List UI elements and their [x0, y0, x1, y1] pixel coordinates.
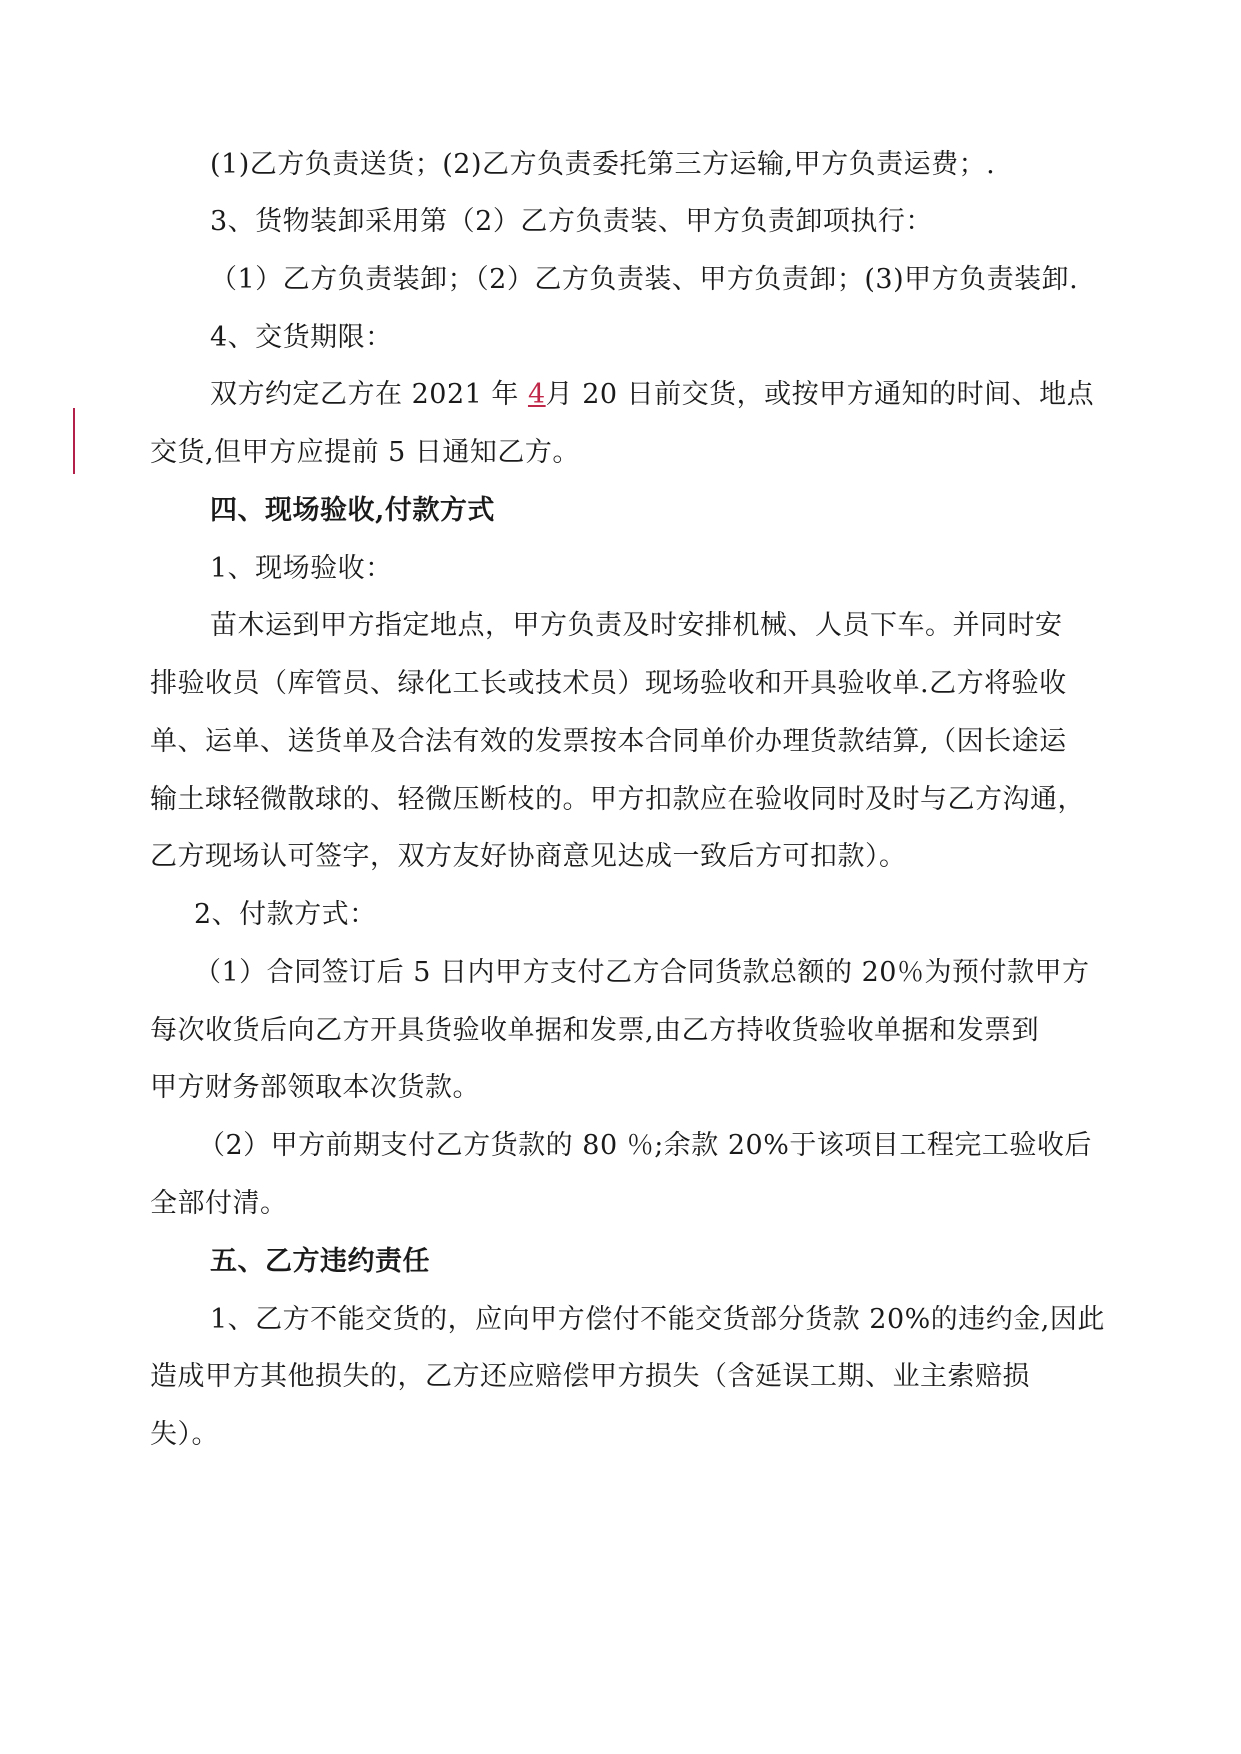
text-line: (1)乙方负责送货；(2)乙方负责委托第三方运输,甲方负责运费；. — [210, 149, 996, 180]
text-line: 造成甲方其他损失的，乙方还应赔偿甲方损失（含延误工期、业主索赔损 — [150, 1361, 1030, 1392]
text-line: 3、货物装卸采用第（2）乙方负责装、甲方负责卸项执行： — [210, 206, 933, 237]
text-line: 每次收货后向乙方开具货验收单据和发票,由乙方持收货验收单据和发票到 — [150, 1015, 1040, 1046]
text-line: 单、运单、送货单及合法有效的发票按本合同单价办理货款结算,（因长途运 — [150, 726, 1067, 757]
revision-change-bar — [73, 408, 75, 474]
text-segment: 双方约定乙方在 2021 年 — [210, 379, 528, 410]
text-line: （1）合同签订后 5 日内甲方支付乙方合同货款总额的 20％为预付款甲方 — [194, 957, 1090, 988]
text-line: 失）。 — [150, 1419, 219, 1450]
text-line: 甲方财务部领取本次货款。 — [150, 1072, 480, 1103]
section-heading: 四、现场验收,付款方式 — [210, 495, 495, 526]
text-line: 全部付清。 — [150, 1188, 288, 1219]
text-line: 乙方现场认可签字，双方友好协商意见达成一致后方可扣款）。 — [150, 841, 907, 872]
section-heading: 五、乙方违约责任 — [210, 1246, 430, 1277]
text-line: 苗木运到甲方指定地点，甲方负责及时安排机械、人员下车。并同时安 — [210, 610, 1063, 641]
text-line: 输土球轻微散球的、轻微压断枝的。甲方扣款应在验收同时及时与乙方沟通， — [150, 784, 1085, 815]
text-line-delivery-date — [210, 377, 1120, 413]
text-line: 排验收员（库管员、绿化工长或技术员）现场验收和开具验收单.乙方将验收 — [150, 668, 1067, 699]
text-line: 1、乙方不能交货的，应向甲方偿付不能交货部分货款 20%的违约金,因此 — [210, 1304, 1105, 1335]
revised-month-value: 4 — [527, 379, 546, 410]
text-line: 1、现场验收： — [210, 553, 393, 584]
text-segment: 月 20 日前交货，或按甲方通知的时间、地点 — [545, 379, 1095, 410]
text-line: 2、付款方式： — [194, 899, 377, 930]
text-line: 4、交货期限： — [210, 322, 393, 353]
text-line: 交货,但甲方应提前 5 日通知乙方。 — [150, 437, 580, 468]
text-line: （1）乙方负责装卸；（2）乙方负责装、甲方负责卸；(3)甲方负责装卸. — [210, 264, 1079, 295]
text-line: （2）甲方前期支付乙方货款的 80 ％;余款 20%于该项目工程完工验收后 — [198, 1130, 1092, 1161]
